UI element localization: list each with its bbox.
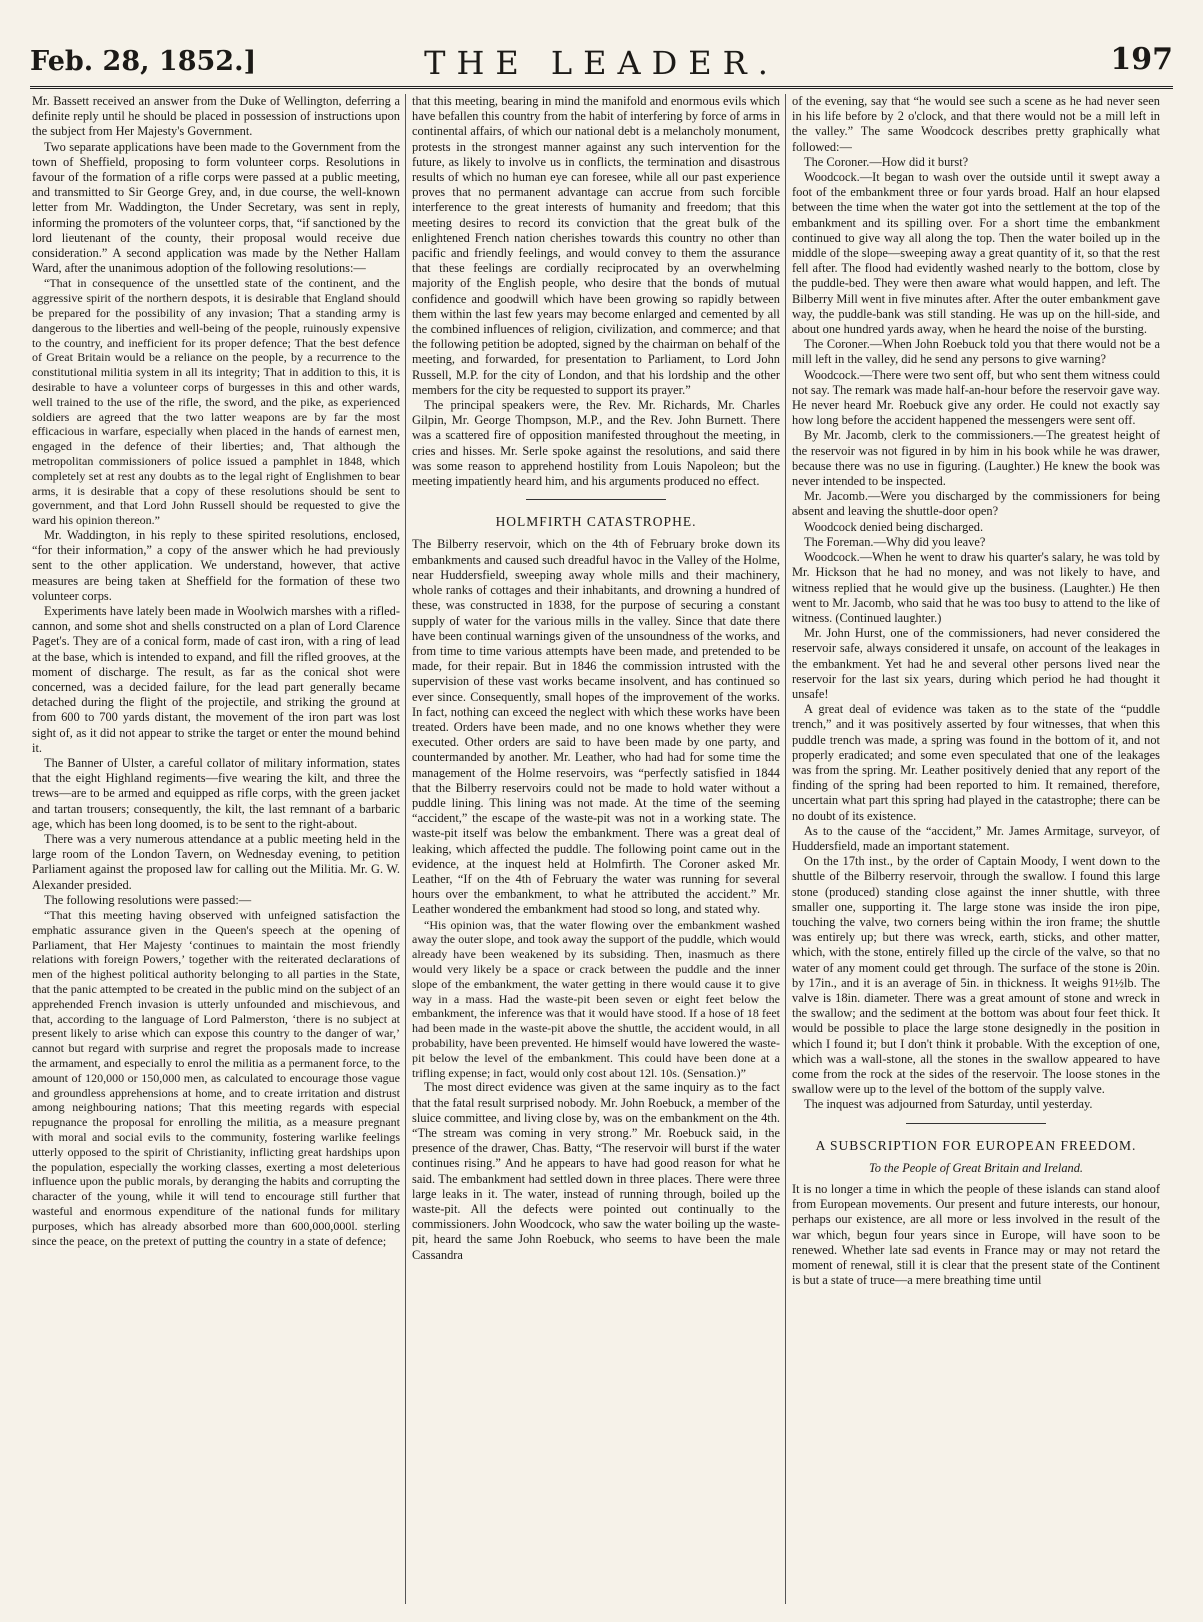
article-paragraph: The Banner of Ulster, a careful collator of military information, states that the eight Highland regiments—five wearing the kilt, and three the trews—are to be armed and equipped as rifle corps, with the green jacket and tartan trousers; consequently, the kilt, the last remnant of a barbaric age, which has been long doomed, is to be sent to the right-about. — [32, 756, 400, 831]
section-divider — [906, 1123, 1046, 1124]
article-paragraph: The Bilberry reservoir, which on the 4th of February broke down its embankments and caused such dreadful havoc in the Valley of the Holme, near Huddersfield, sweeping away whole mills and their machinery, whole ranks of cottages and their inhabitants, and drowning a hundred of these, was constructed in 1838, for the purpose of securing a constant supply of water for the various mills in the valley. Since that date there have been continual warnings given of the unsoundness of the works, and from time to time various attempts have been made, and pretended to be made, for their repair. But in 1846 the commission intrusted with the supervision of these vast works became insolvent, and has continued so ever since. Consequently, small hopes of the improvement of the works. In fact, nothing can exceed the neglect with which these works have been treated. Orders have been made, and no one knows whether they were executed. Other orders are said to have been made by one party, and countermanded by another. Mr. Leather, who had had for some time the management of the Holme reservoirs, was “perfectly satisfied in 1844 that the Bilberry reservoirs could not be made to hold water without a puddle lining. This lining was not made. At the time of the seeming “accident,” the escape of the waste-pit was not in a working state. The waste-pit itself was below the embankment. There was a great deal of leaking, which affected the puddle. The following point came out in the evidence, at the inquest held at Holmfirth. The Coroner asked Mr. Leather, “If on the 4th of February the water was running for several hours over the embankment, to what he attributed the accident.” Mr. Leather wondered the embankment had stood so long, and stated why. — [412, 537, 780, 917]
testimony-line: Woodcock.—When he went to draw his quarter's salary, he was told by Mr. Hickson that he had no money, and was not likely to have, and witness replied that he would give up the business. (Laughter.) He then went to Mr. Jacomb, who said that he was too busy to attend to the like of witness. (Continued laughter.) — [792, 550, 1160, 625]
testimony-line: Mr. Jacomb.—Were you discharged by the commissioners for being absent and leaving the shuttle-door open? — [792, 489, 1160, 519]
article-paragraph: A great deal of evidence was taken as to the state of the “puddle trench,” and it was positively asserted by four witnesses, that when this puddle trench was made, a spring was found in the bottom of it, and not properly eradicated; and some even speculated that one of the leakages was from the spring. Mr. Leather positively denied that any report of the finding of the spring had been reported to him. It remained, therefore, uncertain what part this spring had played in the catastrophe; there can be no doubt of its existence. — [792, 702, 1160, 823]
article-paragraph: As to the cause of the “accident,” Mr. James Armitage, surveyor, of Huddersfield, made an important statement. — [792, 823, 1160, 853]
article-paragraph: The principal speakers were, the Rev. Mr. Richards, Mr. Charles Gilpin, Mr. George Thompson, M.P., and the Rev. John Burnett. There was a scattered fire of opposition manifested throughout the meeting, in cries and hisses. Mr. Serle spoke against the resolutions, and said there was some reason to apprehend hostility from Louis Napoleon; but the meeting impatiently heard him, and his arguments produced no effect. — [412, 398, 780, 489]
article-paragraph: The following resolutions were passed:— — [44, 892, 252, 907]
column-rule — [405, 94, 406, 1604]
testimony-line: The Coroner.—When John Roebuck told you that there would not be a mill left in the valley, did he send any persons to give warning? — [792, 337, 1160, 367]
article-paragraph: that this meeting, bearing in mind the manifold and enormous evils which have befallen this country from the habit of interfering by force of arms in continental affairs, of which our national debt is a melancholy monument, protests in the strongest manner against any such intervention for the future, as likely to involve us in conflicts, the termination and disastrous results of which no human eye can foresee, while all our past experience proves that no permanent advantage can accrue from such forcible interference to the great interests of humanity and freedom; that this meeting desires to record its conviction that the great bulk of the enlightened French nation cherishes towards this country no other than pacific and friendly feelings, and would convey to them the assurance that these feelings are cordially reciprocated by an overwhelming majority of the English people, who desire that the bonds of mutual confidence and goodwill which have been growing so rapidly between them within the last few years may become enlarged and cemented by all the combined influences of religion, civilization, and commerce; and that the following petition be adopted, signed by the chairman on behalf of the meeting, and forwarded, for presentation to Parliament, to Lord John Russell, M.P. for the city of London, and that his lordship and the other members for the city be requested to support its prayer.” — [412, 94, 780, 397]
article-paragraph: The inquest was adjourned from Saturday, until yesterday. — [804, 1097, 1093, 1112]
page-number: 197 — [1110, 42, 1173, 77]
testimony-line: The Coroner.—How did it burst? — [804, 154, 969, 169]
article-paragraph: There was a very numerous attendance at a public meeting held in the large room of the London Tavern, on Wednesday evening, to petition Parliament against the proposed law for calling out the Militia. Mr. G. W. Alexander presided. — [32, 832, 400, 892]
quoted-resolution: “That this meeting having observed with unfeigned satisfaction the emphatic assurance given in the Queen's speech at the opening of Parliament, that Her Majesty ‘continues to maintain the most friendly relations with foreign Powers,’ together with the reiterated declarations of men of the highest political authority belonging to all parties in the State, that the panic attempted to be created in the public mind on the subject of an apprehended French invasion is utterly unfounded and mischievous, and that, according to the language of Lord Palmerston, ‘there is no subject at present likely to arise which can expose this country to the danger of war,’ cannot but regard with surprise and regret the proposals made to increase the armament, and especially to enrol the militia as a permanent force, to the amount of 120,000 or 150,000 men, as calculated to encourage those vague and groundless apprehensions at home, and to create irritation and distrust among neighbouring nations; That this meeting regards with especial repugnance the proposal for enrolling the militia, as a measure pregnant with moral and social evils to the community, fostering warlike feelings utterly opposed to the spirit of Christianity, inflicting great hardships upon the population, especially the working classes, exerting a most deleterious influence upon the public morals, by deranging the habits and corrupting the character of the young, while it will tend to encourage still further that wasteful and enormous expenditure of the national funds for military purposes, which has already absorbed more than 600,000,000l. sterling since the peace, on the pretext of putting the country in a state of defence; — [32, 908, 400, 1248]
article-paragraph: Experiments have lately been made in Woolwich marshes with a rifled-cannon, and some shot and shells constructed on a plan of Lord Clarence Paget's. They are of a conical form, made of cast iron, with a ring of lead at the base, which is intended to expand, and fill the rifled grooves, at the moment of discharge. The result, as far as the conical shot were concerned, was a decided failure, for the lead part generally became detached during the flight of the projectile, and striking the ground at from 600 to 700 yards distant, the movement of the iron part was lost sight of, as it did not appear to strike the target or enter the mound behind it. — [32, 604, 400, 755]
section-subheading: To the People of Great Britain and Ireland. — [868, 1160, 1084, 1175]
testimony-line: Woodcock.—It began to wash over the outside until it swept away a foot of the embankment three or four yards broad. Half an hour elapsed between the time when the water got into the settlement at the top of the embankment and its spilling over. For a short time the embankment continued to give way all along the top. Then the water boiled up in the middle of the slope—sweeping away a great quantity of it, so that the rest fell after. The flood had evidently washed nearly to the bottom, close by the puddle-bed. They were then aware what would happen, and left. The Bilberry Mill went in five minutes after. After the outer embankment gave way, the puddle-bank was still standing. He was up on the hill-side, and about one hundred yards away, when he heard the noise of the bursting. — [792, 170, 1160, 337]
article-paragraph: Mr. John Hurst, one of the commissioners, had never considered the reservoir safe, always considered it unsafe, on account of the leakages in the embankment. Yet had he and several other persons lived near the reservoir for the last six years, during which period he had thought it unsafe! — [792, 626, 1160, 701]
column-1 — [32, 94, 400, 1604]
article-paragraph: The most direct evidence was given at the same inquiry as to the fact that the fatal result surprised nobody. Mr. John Roebuck, a member of the sluice committee, and living close by, was on the embankment on the 4th. “The stream was coming in very strong.” Mr. Roebuck said, in the presence of the drawer, Chas. Batty, “The reservoir will burst if the water continues rising.” And he appears to have had good reason for what he said. The embankment had settled down in three places. There were three large leaks in it. The water, instead of running through, boiled up the waste-pit. All the defects were pointed out continually to the commissioners. John Woodcock, who saw the water boiling up the waste-pit, heard the same John Roebuck, who seems to have been the male Cassandra — [412, 1080, 780, 1262]
section-heading: A SUBSCRIPTION FOR EUROPEAN FREEDOM. — [815, 1137, 1137, 1153]
testimony-line: Woodcock.—There were two sent off, but who sent them witness could not say. The remark was made half-an-hour before the reservoir gave way. He never heard Mr. Roebuck give any order. He could not exactly say how long before the accident happened the messengers were sent off. — [792, 367, 1160, 428]
section-heading: HOLMFIRTH CATASTROPHE. — [495, 514, 697, 530]
testimony-line: By Mr. Jacomb, clerk to the commissioners.—The greatest height of the reservoir was not figured in by him in his book while he was drawer, because there was no use in figuring. (Laughter.) He knew the book was never intended to be inspected. — [792, 428, 1160, 489]
quoted-evidence: “His opinion was, that the water flowing over the embankment washed away the outer slope, and took away the support of the puddle, which would already have been weakened by its subsiding. Then, inasmuch as there would very likely be a space or crack between the puddle and the inner slope of the embankment, the water getting in there would cause it to give way in a mass. Had the waste-pit been seven or eight feet below the embankment, the inference was that it would have stood. If a hose of 18 feet had been made in the waste-pit above the shuttle, the accident would, in all probability, have been prevented. He himself would have lowered the waste-pit below the level of the embankment. This could have been done at a trifling expense; in fact, would only cost about 12l. 10s. (Sensation.)” — [412, 917, 780, 1080]
column-2 — [412, 94, 780, 1604]
column-3 — [792, 94, 1160, 1604]
quoted-resolution: “That in consequence of the unsettled state of the continent, and the aggressive spirit of the northern despots, it is desirable that England should be prepared for the possibility of any invasion; That a standing army is dangerous to the liberties and well-being of the people, ruinously expensive to the country, and inefficient for its proper defence; That the best defence of Great Britain would be a reliance on the people, by a recurrence to the constitutional militia system in all its integrity; That in addition to this, it is desirable to have a volunteer corps of burgesses in this and other wards, well trained to the use of the rifle, the sword, and the pike, as experienced soldiers are agreed that the two latter weapons are by far the most efficacious in warfare, especially when placed in the hands of earnest men, engaged in the defence of their liberties; and, That although the metropolitan commissioners of police issued a pamphlet in 1848, which completely set at rest any doubts as to the legal right of Englishmen to bear arms, it is desirable that a copy of these resolutions should be sent to government, and that Lord John Russell should be requested to give the ward his opinion thereon.” — [32, 276, 400, 528]
newspaper-title: THE LEADER. — [424, 44, 779, 82]
issue-date: Feb. 28, 1852.] — [30, 46, 257, 77]
column-rule — [785, 94, 786, 1604]
article-paragraph: of the evening, say that “he would see such a scene as he had never seen in his life before by 2 o'clock, and that there would not be a mill left in the valley.” The same Woodcock describes pretty graphically what followed:— — [792, 94, 1160, 154]
masthead-rule — [30, 86, 1173, 89]
article-paragraph: Mr. Bassett received an answer from the Duke of Wellington, deferring a definite reply until he should be placed in possession of instructions upon the subject from Her Majesty's Government. — [32, 94, 400, 139]
testimony-line: The Foreman.—Why did you leave? — [804, 534, 986, 549]
article-paragraph: It is no longer a time in which the people of these islands can stand aloof from European movements. Our present and future interests, our honour, perhaps our existence, are all more or less involved in the result of the war which, begun four years since in Europe, will have soon to be renewed. Whether late sad events in France may or may not retard the moment of renewal, still it is clear that the present state of the Continent is but a state of truce—a mere breathing time until — [792, 1182, 1160, 1288]
article-paragraph: Two separate applications have been made to the Government from the town of Sheffield, proposing to form volunteer corps. Resolutions in favour of the formation of a rifle corps were passed at a public meeting, and transmitted to Sir George Grey, and, in due course, the well-known letter from Mr. Waddington, the Under Secretary, was sent in reply, informing the promoters of the volunteer corps, that, “if sanctioned by the lord lieutenant of the county, their proposal would receive due consideration.” A second application was made by the Nether Hallam Ward, after the unanimous adoption of the following resolutions:— — [32, 139, 400, 276]
masthead — [30, 40, 1173, 86]
section-divider — [526, 499, 666, 500]
testimony-line: Woodcock denied being discharged. — [804, 519, 984, 534]
article-paragraph: On the 17th inst., by the order of Captain Moody, I went down to the shuttle of the Bilberry reservoir, through the swallow. I found this large stone (produced) standing close against the inner shuttle, with three smaller one, supporting it. The large stone was inside the iron pipe, touching the valve, two corners being within the iron frame; the shuttle was entirely up; but there was wreck, earth, sticks, and other matter, which, with the stone, entirely filled up the circle of the valve, so that no water of any moment could get through. The surface of the stone is 20in. by 17in., and it is an average of 5in. in thickness. It weighs 91½lb. The valve is 18in. diameter. There was a great amount of stone and wreck in the swallow; and the sediment at the bottom was about four feet thick. It would be possible to place the large stone designedly in the position in which I found it; but I don't think it probable. With the exception of one, which was a wall-stone, all the stones in the swallow appeared to have come from the rock at the sides of the reservoir. The loose stones in the swallow were up to the level of the bottom of the supply valve. — [792, 854, 1160, 1097]
article-paragraph: Mr. Waddington, in his reply to these spirited resolutions, enclosed, “for their information,” a copy of the answer which he had previously sent to the other application. We understand, however, that active measures are being taken at Sheffield for the formation of these two volunteer corps. — [32, 527, 400, 603]
